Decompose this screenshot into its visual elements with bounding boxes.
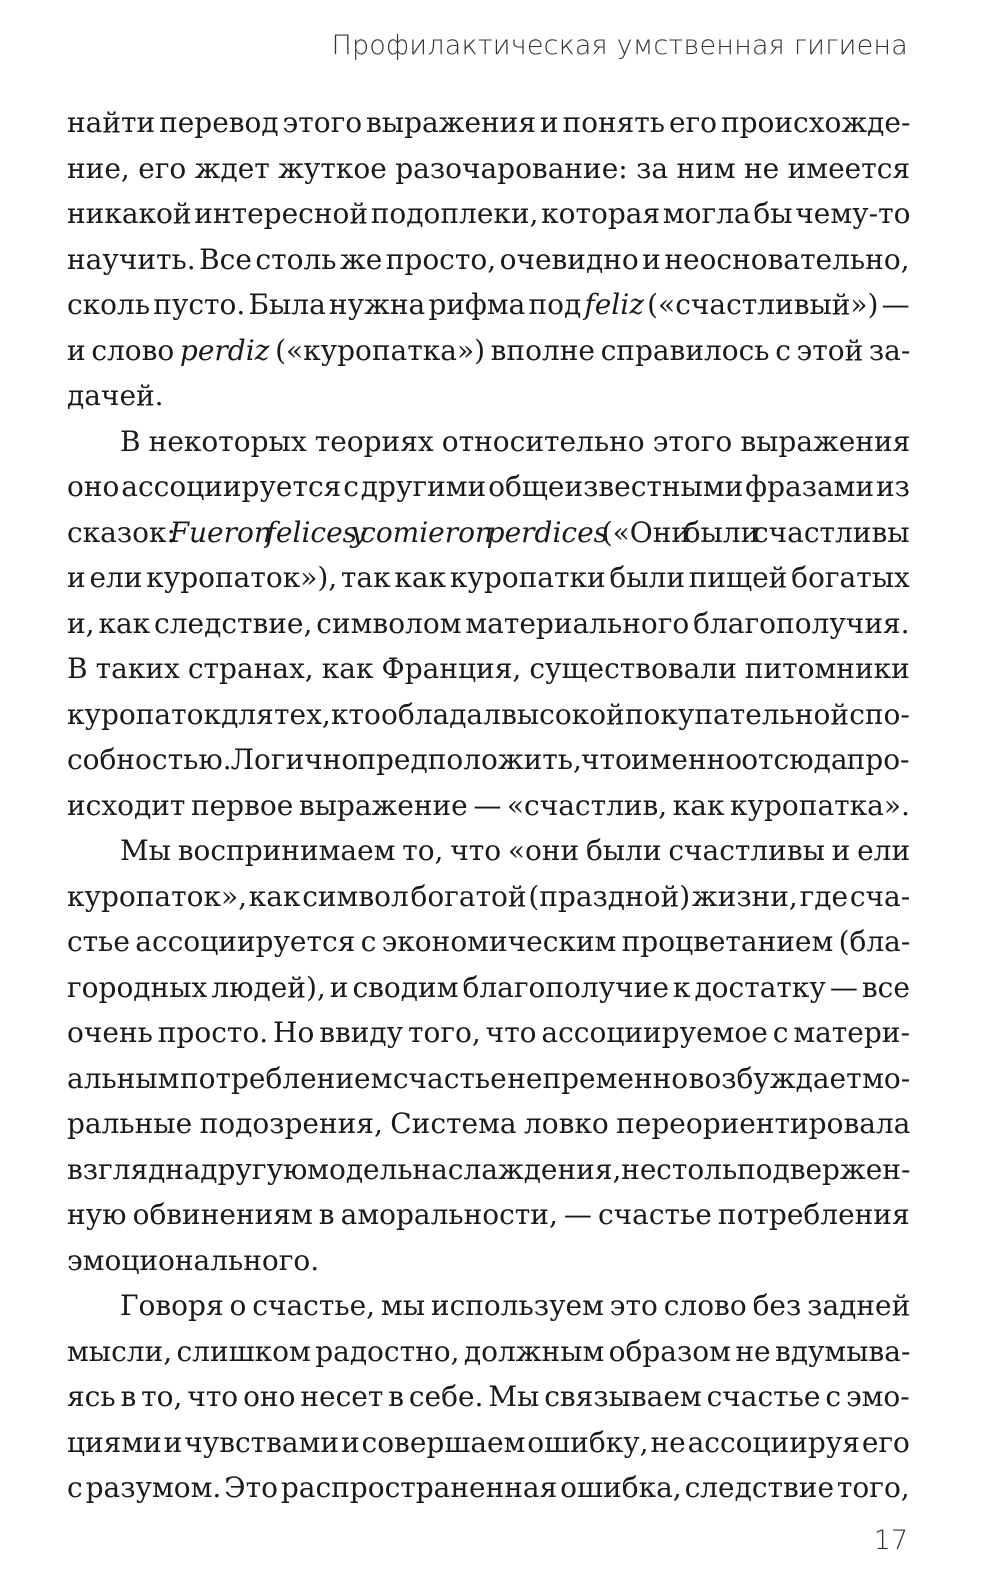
text-segment: В некоторых теориях относительно этого выражения (120, 424, 911, 458)
text-segment: В таких странах, как Франция, существовали питомники (67, 652, 910, 685)
text-segment: сказок: (67, 515, 170, 549)
text-line (67, 1420, 910, 1466)
text-segment: оно ассоциируется с другими общеизвестными фразами из (67, 470, 910, 503)
paragraph (67, 1283, 910, 1511)
text-line (67, 601, 910, 647)
text-line (67, 510, 910, 556)
text-line (67, 692, 910, 738)
text-segment: куропаток», как символ богатой (праздной) жизни, где сча- (67, 879, 911, 913)
text-line (67, 328, 910, 374)
text-segment: собностью. Логично предположить, что именно отсюда про- (67, 743, 910, 776)
text-segment: ральные подозрения, Система ловко переориентировала (67, 1107, 911, 1140)
text-segment: Говоря о счастье, мы используем это слово без задней (120, 1289, 911, 1322)
paragraph (67, 100, 910, 419)
text-segment: («куропатка») вполне справилось с этой за- (269, 333, 911, 367)
text-segment: альным потреблением счастье непременно возбуждает мо- (67, 1061, 911, 1095)
text-line (67, 965, 910, 1011)
text-line (67, 1101, 910, 1147)
text-segment: стье ассоциируется с экономическим процветанием (бла- (67, 925, 911, 958)
text-line (67, 783, 910, 829)
text-line (67, 874, 910, 920)
text-segment: с разумом. Это распространенная ошибка, следствие того, (67, 1471, 910, 1504)
text-segment: сколь пусто. Была нужна рифма под (67, 288, 585, 321)
text-line (67, 100, 910, 146)
text-line (67, 464, 910, 510)
text-line (67, 828, 910, 874)
text-segment: ние, его ждет жуткое разочарование: за ним не имеется (67, 151, 911, 185)
text-segment: городных людей), и сводим благополучие к достатку — все (67, 970, 910, 1004)
text-line (67, 191, 910, 237)
body-text (67, 100, 910, 1511)
text-line (67, 1238, 910, 1284)
text-segment: («счастливый») — (643, 288, 910, 321)
text-line (67, 1465, 910, 1511)
text-line (67, 555, 910, 601)
text-line (67, 1329, 910, 1375)
text-segment: взгляд на другую модель наслаждения, не столь подвержен- (67, 1152, 911, 1186)
text-segment: научить. Все столь же просто, очевидно и неосновательно, (67, 242, 910, 276)
text-segment: мысли, слишком радостно, должным образом не вдумыва- (67, 1334, 911, 1368)
text-line (67, 646, 910, 692)
text-segment: дачей. (67, 379, 164, 412)
text-segment: найти перевод этого выражения и понять его происхожде- (67, 106, 911, 139)
text-line (67, 1056, 910, 1102)
text-segment: и ели куропаток»), так как куропатки были пищей богатых (67, 561, 910, 594)
italic-phrase: perdiz (179, 333, 270, 367)
italic-phrase: feliz (584, 288, 644, 321)
text-segment: и, как следствие, символом материального благополучия. (67, 606, 910, 640)
text-line (67, 1283, 910, 1329)
text-segment: исходит первое выражение — «счастлив, как куропатка». (67, 788, 910, 822)
text-segment: никакой интересной подоплеки, которая могла бы чему-то (67, 197, 911, 230)
text-segment: ясь в то, что оно несет в себе. Мы связываем счастье с эмо- (67, 1380, 910, 1413)
text-segment: эмоционального. (67, 1243, 320, 1277)
text-line (67, 1192, 910, 1238)
text-segment: Мы воспринимаем то, что «они были счастливы и ели (120, 834, 911, 867)
text-line (67, 1010, 910, 1056)
text-line (67, 737, 910, 783)
text-line (67, 373, 910, 419)
text-segment: («Они были счастливы (608, 515, 910, 549)
text-line (67, 1374, 910, 1420)
text-segment: очень просто. Но ввиду того, что ассоциируемое с матери- (67, 1016, 910, 1049)
text-segment: куропаток для тех, кто обладал высокой покупательной спо- (67, 697, 910, 731)
italic-phrase: Fueron felices y comieron perdices (169, 515, 609, 549)
text-line (67, 1147, 910, 1193)
text-segment: ную обвинениям в аморальности, — счастье потребления (67, 1198, 910, 1231)
running-head: Профилактическая умственная гигиена (331, 30, 908, 61)
page-number: 17 (873, 1525, 908, 1556)
text-segment: и слово (67, 333, 180, 367)
text-line (67, 419, 910, 465)
text-line (67, 919, 910, 965)
text-line (67, 282, 910, 328)
text-line (67, 146, 910, 192)
paragraph (67, 828, 910, 1283)
text-line (67, 237, 910, 283)
text-segment: циями и чувствами и совершаем ошибку, не ассоциируя его (67, 1425, 910, 1459)
paragraph (67, 419, 910, 829)
